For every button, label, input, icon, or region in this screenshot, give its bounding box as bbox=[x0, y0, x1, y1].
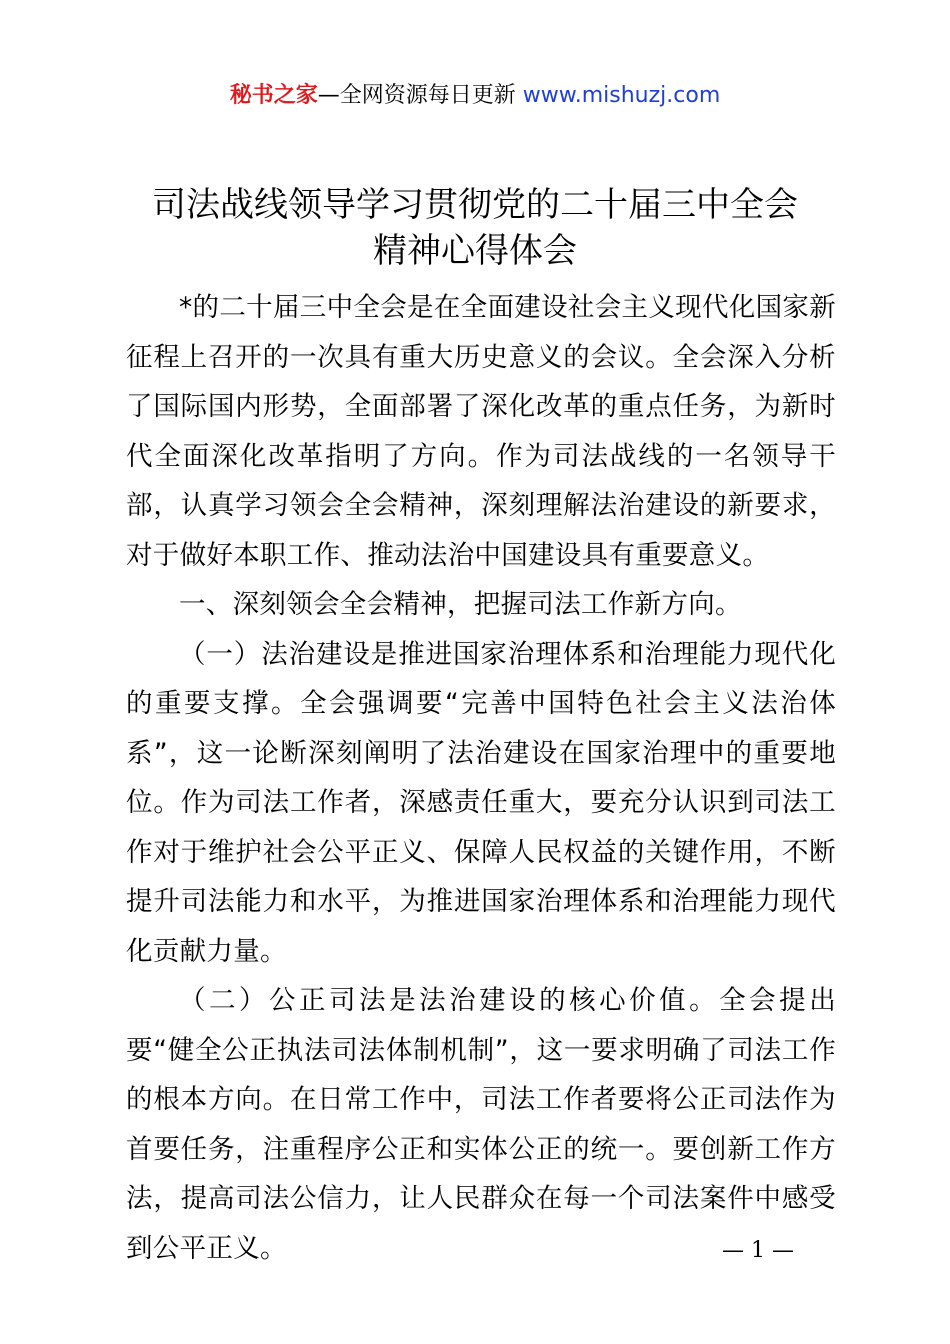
paragraph-point-1: （一）法治建设是推进国家治理体系和治理能力现代化的重要支撑。全会强调要“完善中国特色社会主义法治体系”，这一论断深刻阐明了法治建设在国家治理中的重要地位。作为司法工作者，深感责任重大，要充分认识到司法工作对于维护社会公平正义、保障人民权益的关键作用，不断提升司法能力和水平，为推进国家治理体系和治理能力现代化贡献力量。 bbox=[126, 638, 836, 967]
title-line-1: 司法战线领导学习贯彻党的二十届三中全会 bbox=[152, 185, 798, 225]
page-number: — 1 — bbox=[722, 1238, 794, 1263]
paragraph-intro: *的二十届三中全会是在全面建设社会主义现代化国家新征程上召开的一次具有重大历史意义的会议。全会深入分析了国际国内形势，全面部署了深化改革的重点任务，为新时代全面深化改革指明了方向。作为司法战线的一名领导干部，认真学习领会全会精神，深刻理解法治建设的新要求，对于做好本职工作、推动法治中国建设具有重要意义。 bbox=[126, 292, 836, 571]
site-header bbox=[0, 80, 950, 112]
site-url-link[interactable]: www.mishuzj.com bbox=[522, 83, 721, 108]
document-body bbox=[126, 283, 836, 1273]
site-brand: 秘书之家 bbox=[229, 83, 318, 108]
paragraph-point-2: （二）公正司法是法治建设的核心价值。全会提出要“健全公正执法司法体制机制”，这一要求明确了司法工作的根本方向。在日常工作中，司法工作者要将公正司法作为首要任务，注重程序公正和实体公正的统一。要创新工作方法，提高司法公信力，让人民群众在每一个司法案件中感受到公平正义。 bbox=[126, 985, 836, 1264]
title-line-2: 精神心得体会 bbox=[373, 231, 577, 271]
section-heading-1: 一、深刻领会全会精神，把握司法工作新方向。 bbox=[179, 589, 742, 620]
site-tagline: —全网资源每日更新 bbox=[317, 83, 523, 108]
document-title bbox=[0, 182, 950, 274]
